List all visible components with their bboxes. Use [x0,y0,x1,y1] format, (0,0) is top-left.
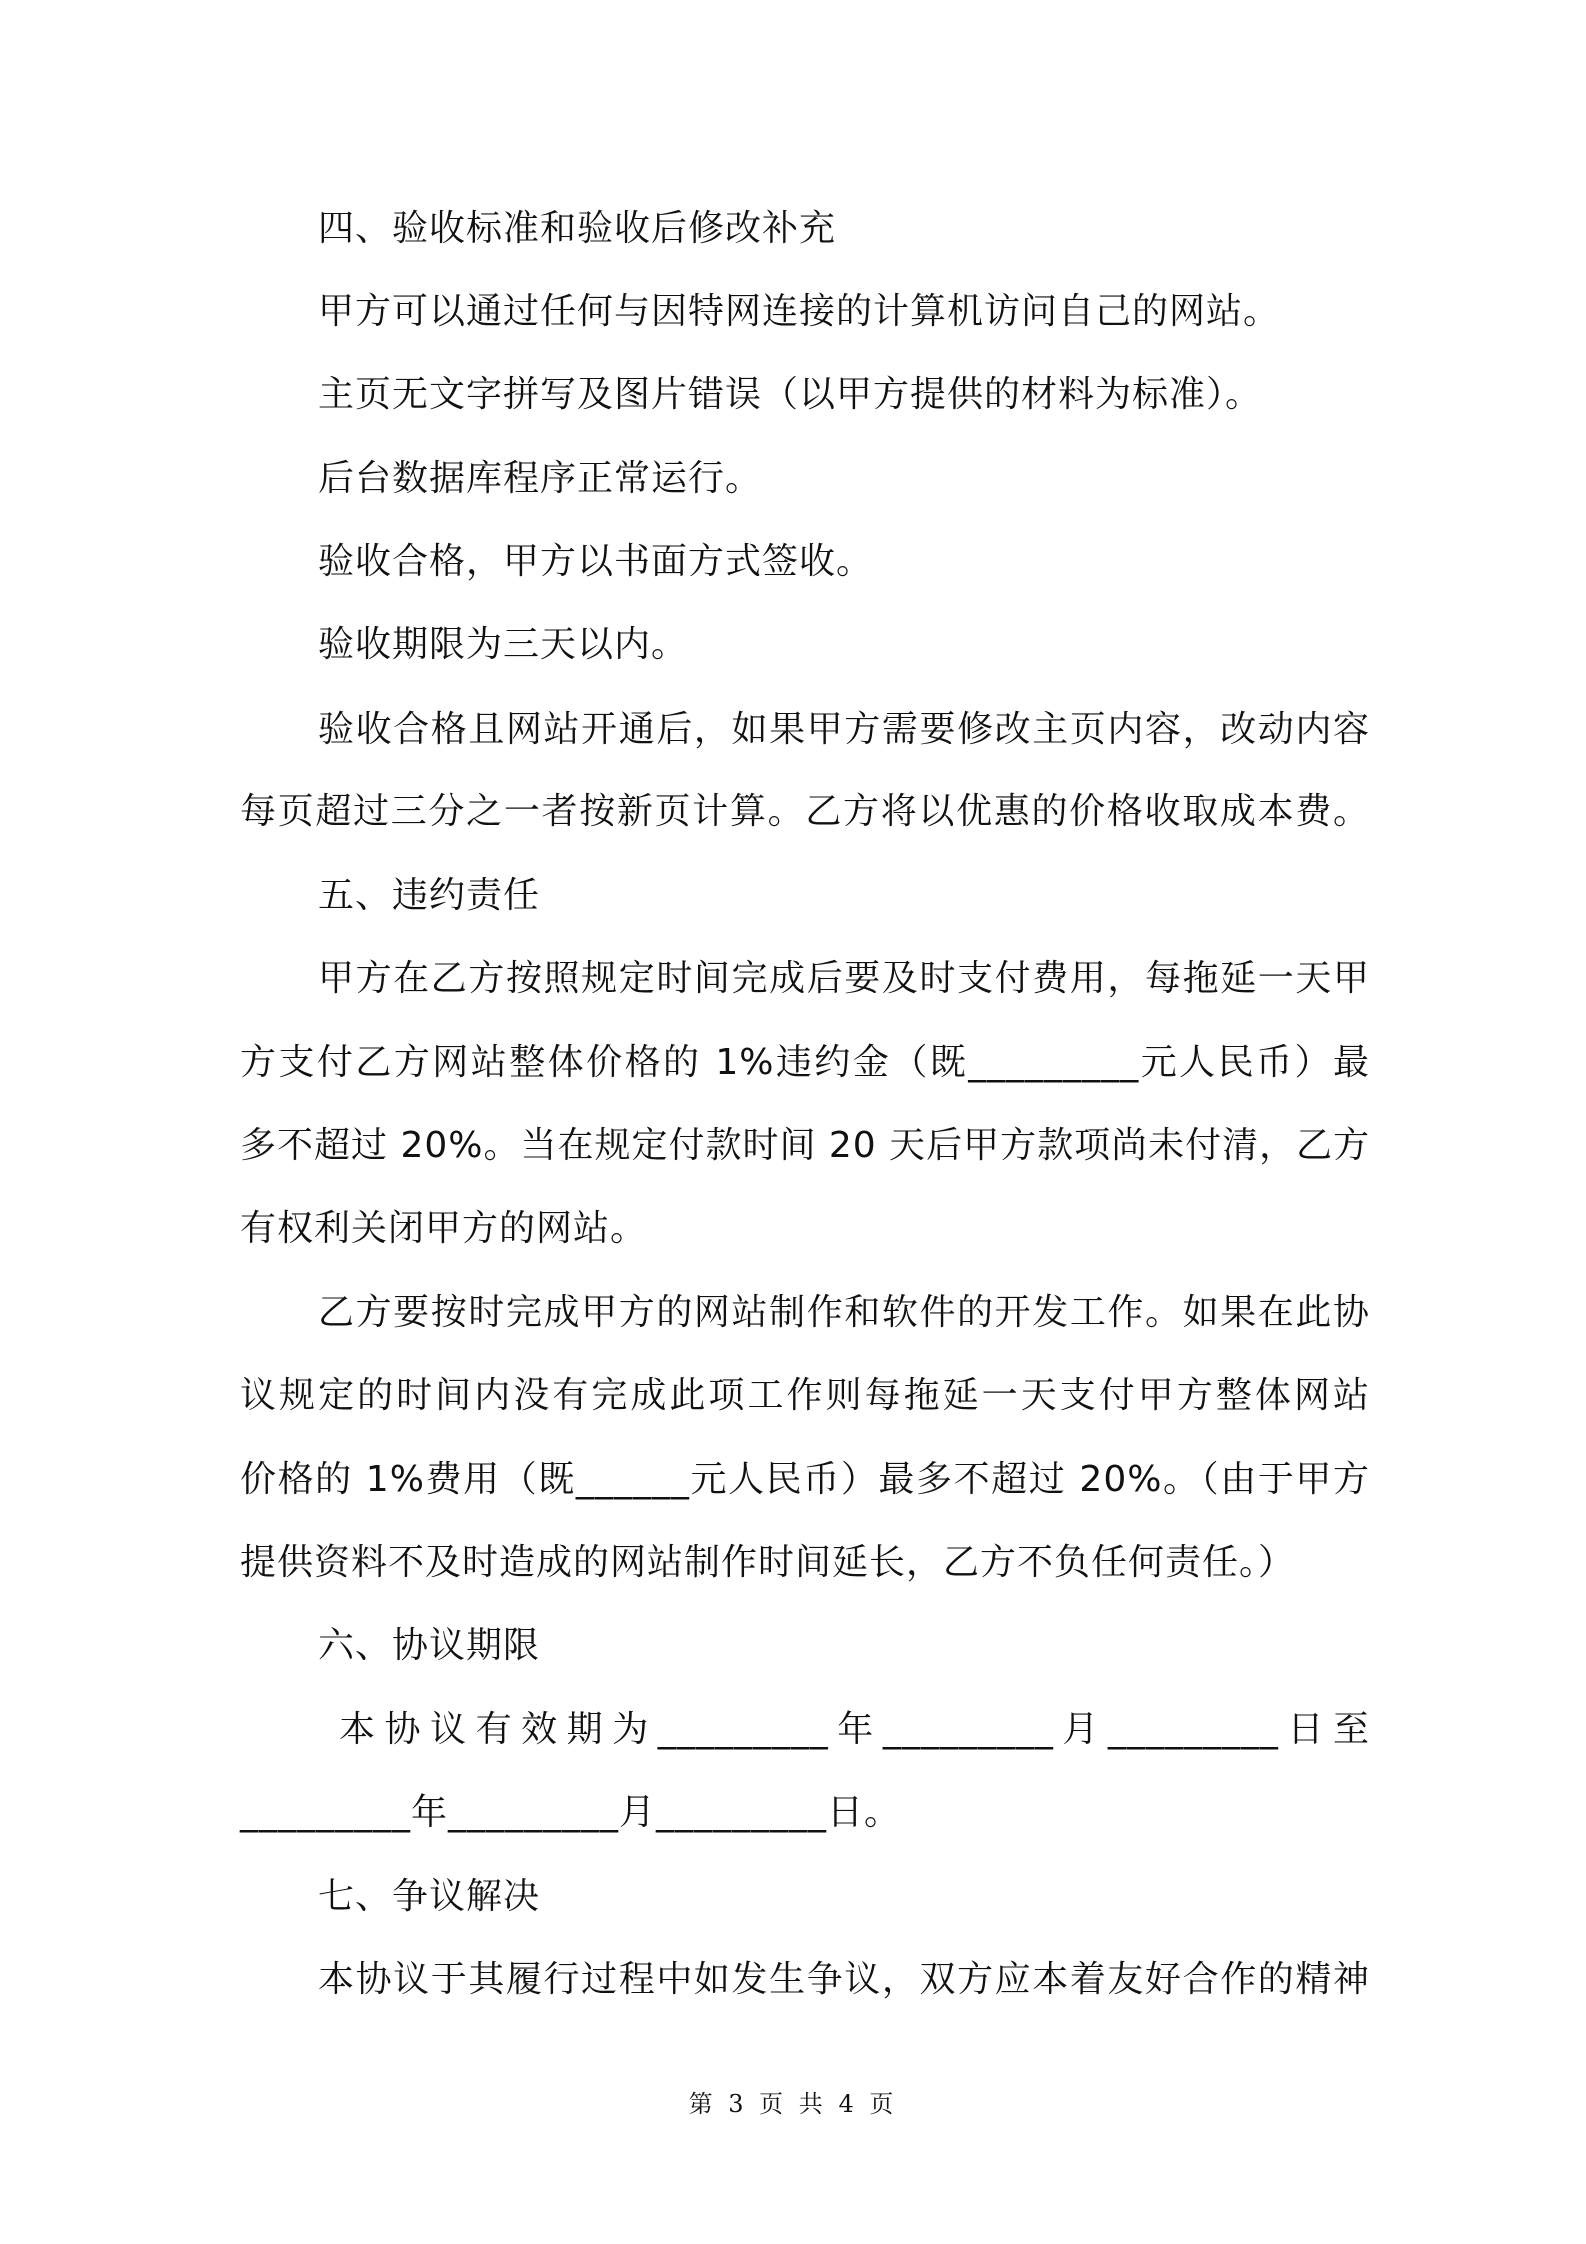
paragraph-line: 有权利关闭甲方的网站。 [240,1208,648,1249]
paragraph-line: 本协议于其履行过程中如发生争议，双方应本着友好合作的精神 [318,1959,1370,2000]
paragraph-line: 多不超过 20%。当在规定付款时间 20 天后甲方款项尚未付清，乙方 [240,1125,1371,1166]
paragraph-line: 本协议有效期为_________年_________月_________日至 [318,1709,1370,1750]
section-heading-term: 六、协议期限 [318,1625,541,1666]
paragraph-line: 每页超过三分之一者按新页计算。乙方将以优惠的价格收取成本费。 [240,791,1370,832]
section-heading-liability: 五、违约责任 [318,875,541,916]
paragraph-line: 验收合格，甲方以书面方式签收。 [318,541,874,582]
paragraph-line: 议规定的时间内没有完成此项工作则每拖延一天支付甲方整体网站 [240,1375,1370,1416]
paragraph-line: 后台数据库程序正常运行。 [318,458,763,499]
paragraph-line: 乙方要按时完成甲方的网站制作和软件的开发工作。如果在此协 [318,1292,1370,1333]
paragraph-line: 验收期限为三天以内。 [318,624,689,665]
paragraph-line: _________年_________月_________日。 [240,1792,901,1833]
paragraph-line: 甲方在乙方按照规定时间完成后要及时支付费用，每拖延一天甲 [318,958,1370,999]
section-heading-acceptance: 四、验收标准和验收后修改补充 [318,208,837,249]
paragraph-line: 甲方可以通过任何与因特网连接的计算机访问自己的网站。 [318,291,1281,332]
paragraph-line: 方支付乙方网站整体价格的 1%违约金（既_________元人民币）最 [240,1042,1370,1083]
page-footer: 第 3 页 共 4 页 [688,2090,898,2118]
paragraph-line: 验收合格且网站开通后，如果甲方需要修改主页内容，改动内容 [318,709,1370,750]
paragraph-line: 价格的 1%费用（既______元人民币）最多不超过 20%。（由于甲方 [240,1459,1370,1500]
paragraph-line: 提供资料不及时造成的网站制作时间延长，乙方不负任何责任。） [240,1542,1296,1583]
paragraph-line: 主页无文字拼写及图片错误（以甲方提供的材料为标准）。 [318,374,1263,415]
section-heading-dispute: 七、争议解决 [318,1876,541,1917]
